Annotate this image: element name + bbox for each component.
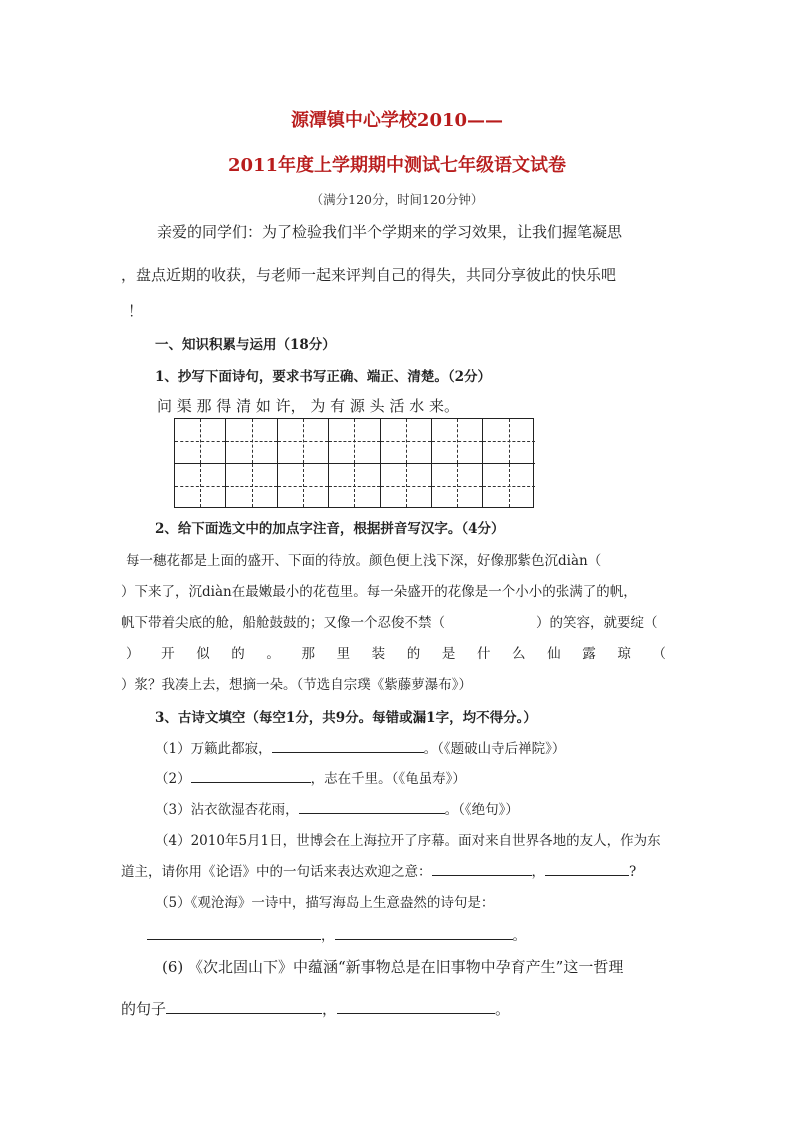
q2-line4-char: （ <box>652 646 666 662</box>
q3-item1 <box>155 737 565 757</box>
q2-line4-char: 。 <box>266 646 280 662</box>
q2-line4-char: 么 <box>512 646 526 662</box>
q2-line3a: 帆下带着尖底的舱，船舱鼓鼓的；又像一个忍俊不禁（ <box>121 615 445 631</box>
q3-item2-prefix: （2） <box>155 771 191 787</box>
q2-line2: ）下来了，沉diàn在最嫩最小的花苞里。每一朵盛开的花像是一个小小的张满了的帆， <box>121 584 637 600</box>
exam-title-line1: 源潭镇中心学校2010—— <box>290 110 504 131</box>
exam-subtitle: （满分120分，时间120分钟） <box>310 192 484 207</box>
q3-item5: （5）《观沧海》一诗中，描写海岛上生意盎然的诗句是： <box>155 895 495 911</box>
answer-blank[interactable] <box>299 800 445 814</box>
q3-item4-qmark: ? <box>629 864 637 880</box>
section1-heading: 一、知识积累与运用（18分） <box>155 337 336 353</box>
q2-line4-char: 琼 <box>617 646 631 662</box>
q2-line3b: ）的笑容，就要绽（ <box>536 615 658 631</box>
q2-heading: 2、给下面选文中的加点字注音，根据拼音写汉字。（4分） <box>155 521 505 537</box>
answer-blank[interactable] <box>337 1000 495 1014</box>
intro-line3: ！ <box>128 302 144 320</box>
q3-item2-suffix: ，志在千里。（《龟虽寿》） <box>310 771 466 787</box>
writing-grid[interactable] <box>174 418 534 508</box>
exam-title-line2: 2011年度上学期期中测试七年级语文试卷 <box>227 155 567 176</box>
answer-blank[interactable] <box>545 862 629 876</box>
q2-line4 <box>126 642 666 662</box>
answer-blank[interactable] <box>191 769 311 783</box>
q3-heading: 3、古诗文填空（每空1分，共9分。每错或漏1字，均不得分。） <box>155 710 537 726</box>
q1-heading: 1、抄写下面诗句，要求书写正确、端正、清楚。（2分） <box>155 369 492 385</box>
q3-item5-comma: ， <box>321 928 335 944</box>
intro-line2: ，盘点近期的收获，与老师一起来评判自己的得失，共同分享彼此的快乐吧 <box>121 266 617 284</box>
q3-item5-period: 。 <box>512 928 526 944</box>
q2-line5: ）浆？我凑上去，想摘一朵。（节选自宗璞《紫藤萝瀑布》） <box>121 677 472 693</box>
q3-item4-comma: ， <box>531 864 545 880</box>
q3-item4-line1: （4）2010年5月1日，世博会在上海拉开了序幕。面对来自世界各地的友人，作为东 <box>155 833 661 849</box>
q3-item6-line1: (6) 《次北固山下》中蕴涵“新事物总是在旧事物中孕育产生”这一哲理 <box>162 958 624 976</box>
q3-item6-period: 。 <box>495 1000 511 1018</box>
q2-line4-char: 里 <box>336 646 351 662</box>
q2-line4-char: 似 <box>196 646 210 662</box>
q3-item3 <box>155 798 519 818</box>
q3-item4-prefix: 道主，请你用《论语》中的一句话来表达欢迎之意： <box>121 864 432 880</box>
q2-line4-char: 的 <box>231 646 245 662</box>
answer-blank[interactable] <box>272 739 424 753</box>
q2-line4-char: 的 <box>406 646 421 662</box>
q3-item6-comma: ， <box>322 1000 338 1018</box>
answer-blank[interactable] <box>166 1000 322 1014</box>
q2-line4-char: 露 <box>582 646 596 662</box>
q2-line4-char: 仙 <box>547 646 561 662</box>
q2-line4-char: 什 <box>476 646 491 662</box>
q2-line4-char: 装 <box>371 646 386 662</box>
q3-item1-prefix: （1）万籁此都寂， <box>155 741 272 757</box>
answer-blank[interactable] <box>432 862 532 876</box>
q3-item3-suffix: 。（《绝句》） <box>444 802 519 818</box>
intro-line1: 亲爱的同学们：为了检验我们半个学期来的学习效果，让我们握笔凝思 <box>157 223 623 241</box>
q3-item6-prefix: 的句子 <box>121 1000 167 1018</box>
q3-item4-line2 <box>121 860 636 880</box>
q1-poem: 问 渠 那 得 清 如 许， 为 有 源 头 活 水 来。 <box>157 397 459 415</box>
q2-line4-char: 是 <box>441 646 456 662</box>
q2-line1: 每一穗花都是上面的盛开、下面的待放。颜色便上浅下深，好像那紫色沉diàn（ <box>126 553 602 569</box>
q3-item2 <box>155 767 466 787</box>
q3-item3-prefix: （3）沾衣欲湿杏花雨， <box>155 802 299 818</box>
q2-line4-char: 开 <box>161 646 175 662</box>
q3-item5-answers <box>147 924 526 944</box>
q3-item1-suffix: 。（《题破山寺后禅院》） <box>423 741 566 757</box>
answer-blank[interactable] <box>335 926 513 940</box>
q2-line4-char: ） <box>126 646 140 662</box>
q2-line4-char: 那 <box>301 646 315 662</box>
answer-blank[interactable] <box>147 926 321 940</box>
q3-item6-line2 <box>121 998 510 1019</box>
